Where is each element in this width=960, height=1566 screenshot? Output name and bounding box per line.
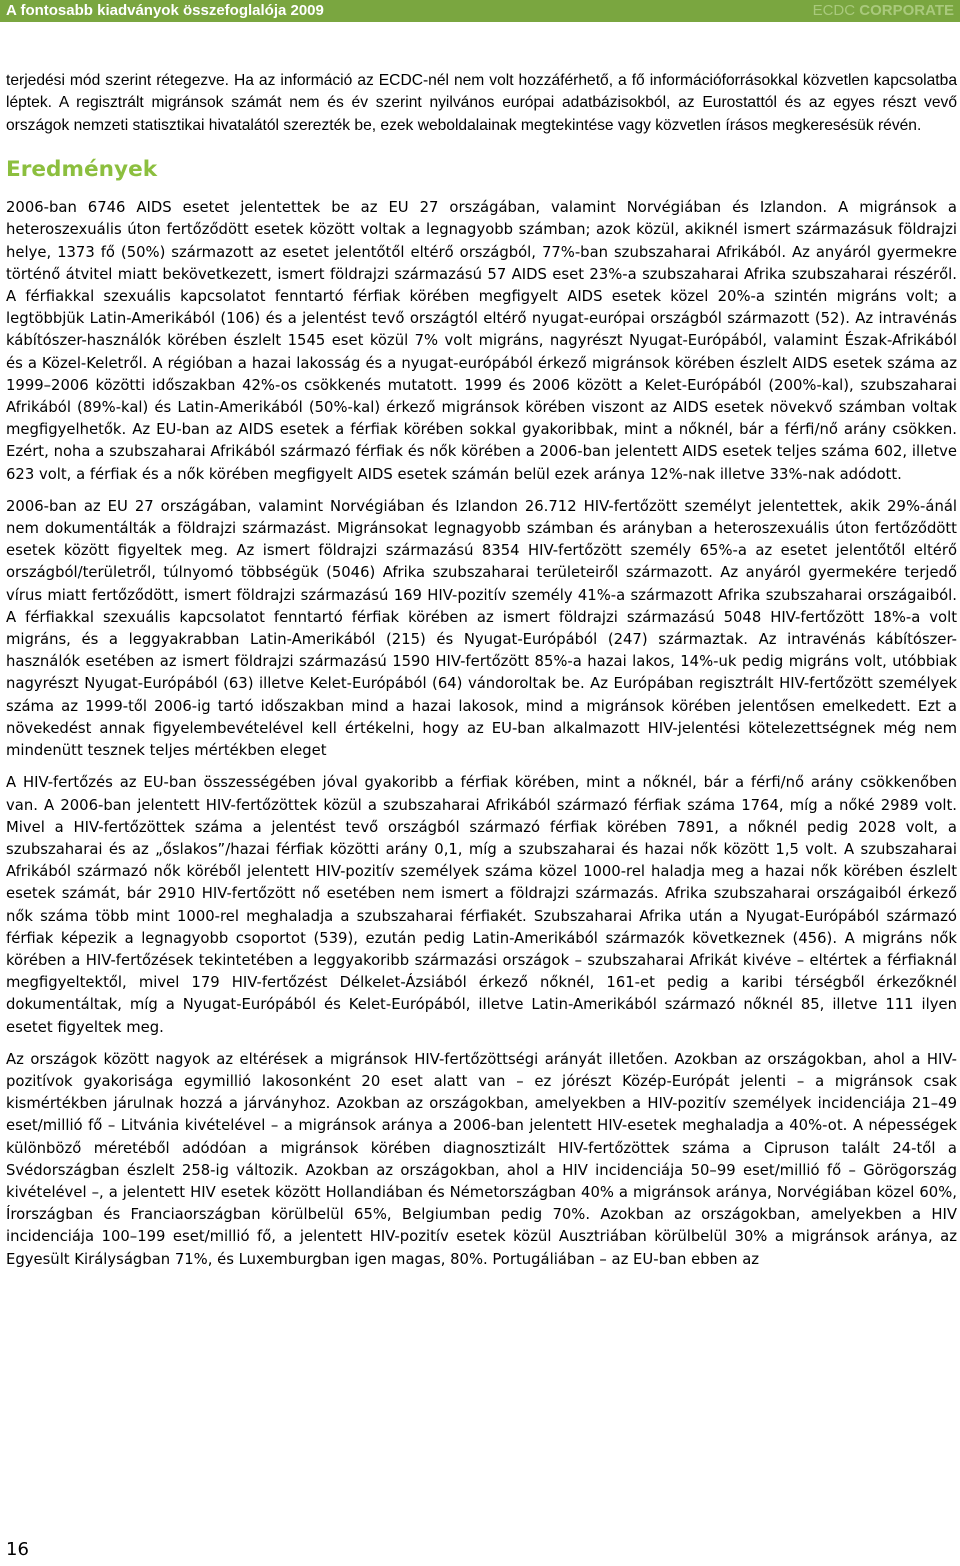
publication-title: A fontosabb kiadványok összefoglalója 2009	[6, 2, 324, 19]
body-paragraph: 2006-ban az EU 27 országában, valamint Norvégiában és Izlandon 26.712 HIV-fertőzött személyt jelentettek, akik 29%-ánál nem dokumentálták a földrajzi származást. Migránsokat legnagyobb számban és arányban a heteroszexuális úton fertőződött esetek között figyeltek meg. Az ismert földrajzi származású 8354 HIV-fertőzött személy 65%-a az esetet jelentőtől eltérő országból/területről, túlnyomó többségük (5046) Afrika szubszaharai területeiről származott. Az anyáról gyermekére terjedő vírus miatt fertőződött, ismert földrajzi származású 169 HIV-pozitív személy 41%-a származott Afrika szubszaharai országaiból. A férfiakkal szexuális kapcsolatot fenntartó férfiak körében az ismert földrajzi származású 5048 HIV-fertőzött 18%-a volt migráns, és a leggyakrabban Latin-Amerikából (215) és Nyugat-Európából (247) származtak. Az intravénás kábítószer-használók esetében az ismert földrajzi származású 1590 HIV-fertőzött 85%-a hazai lakos, 14%-uk pedig migráns volt, utóbbiak nagyrészt Nyugat-Európából (63) illetve Kelet-Európából (64) vándoroltak be. Az Európában regisztrált HIV-fertőzött személyek száma az 1999-től 2006-ig tartó időszakban mind a hazai lakosok, mind a migránsok körében jelentősen emelkedett. Ezt a növekedést annak figyelembevételével kell értékelni, hogy az EU-ban alkalmazott HIV-jelentési kötelezettségnek még nem mindenütt tesznek teljes mértékben eleget	[6, 497, 957, 760]
brand-strong: CORPORATE	[859, 2, 954, 19]
section-heading: Eredmények	[6, 157, 158, 183]
body-paragraph: Az országok között nagyok az eltérések a migránsok HIV-fertőzöttségi arányát illetően. Azokban az országokban, ahol a HIV-pozitívok gyakorisága egymillió lakosonként 20 eset alatt van – ez jórészt Közép-Európát jelenti – a migránsok csak kismértékben járulnak hozzá a járványhoz. Azokban az országokban, amelyekben a HIV-pozitív személyek incidenciája 21–49 eset/millió fő – Litvánia kivételével – a migránsok aránya a 2006-ban jelentett HIV-esetek meghaladja a 40%-ot. A népességek különböző méretéből adódóan a migránsok körében diagnosztizált HIV-fertőzöttek száma a Cipruson talált 24-től a Svédországban észlelt 258-ig változik. Azokban az országokban, ahol a HIV incidenciája 50–99 eset/millió fő – Görögország kivételével –, a jelentett HIV esetek között Hollandiában és Németországban 40% a migránsok aránya, Norvégiában közel 60%, Írországban és Franciaországban körülbelül 65%, Belgiumban pedig 70%. Azokban az országokban, amelyekben a HIV incidenciája 100–199 eset/millió fő, a jelentett HIV-pozitív esetek közül Ausztriában körülbelül 30% a migránsok aránya, az Egyesült Királyságban 71%, és Luxemburgban igen magas, 80%. Portugáliában – az EU-ban ebben az	[6, 1050, 957, 1268]
brand-prefix: ECDC	[812, 2, 856, 19]
body-paragraph: A HIV-fertőzés az EU-ban összességében jóval gyakoribb a férfiak körében, mint a nőknél, bár a férfi/nő arány csökkenőben van. A 2006-ban jelentett HIV-fertőzöttek közül a szubszaharai Afrikából származó férfiak száma 1764, míg a nőké 2989 volt. Mivel a HIV-fertőzöttek száma a jelentést tevő országból származó férfiak körében 7891, a nőknél pedig 2028 volt, a szubszaharai és az „őslakos”/hazai férfiak közötti arány 0,1, míg a szubszaharai és hazai nők között 1,5 volt. A szubszaharai Afrikából származó nők köréből jelentett HIV-pozitív személyek száma közel 1000-rel haladja meg a hazai nők körében észlelt esetek számát, bár 2910 HIV-fertőzött nő esetében nem ismert a földrajzi származás. Afrika szubszaharai országaiból érkező nők száma több mint 1000-rel meghaladja a szubszaharai férfiakét. Szubszaharai Afrika után a Nyugat-Európából származó férfiak képezik a legnagyobb csoportot (539), ezután pedig Latin-Amerikából származók következnek (456). A migráns nők körében a HIV-fertőzések tekintetében a leggyakoribb származási országok – szubszaharai Afrikát kivéve – eltértek a férfiaknál megfigyeltektől, mivel 179 HIV-fertőzést Délkelet-Ázsiából érkező nőknél, 161-et pedig a karibi térségből érkezőknél dokumentáltak, míg a Nyugat-Európából és Kelet-Európából, illetve Latin-Amerikából származó nőknél 85, illetve 111 ilyen esetet figyeltek meg.	[6, 774, 957, 1036]
page-header	[0, 0, 960, 22]
brand-label	[813, 1, 954, 21]
body-paragraph: 2006-ban 6746 AIDS esetet jelentettek be az EU 27 országában, valamint Norvégiában és Izlandon. A migránsok a heteroszexuális úton fertőződött esetek között voltak a legnagyobb számban; azok közül, akiknél ismert származásuk földrajzi helye, 1373 fő (50%) származott az esetet jelentőtől eltérő országból, 77%-ban szubszaharai Afrikából. Az anyáról gyermekre történő átvitel miatt bekövetkezett, ismert földrajzi származású 57 AIDS eset 23%-a szubszaharai Afrika szubszaharai részéről. A férfiakkal szexuális kapcsolatot fenntartó férfiak körében megfigyelt AIDS esetek közel 20%-a szintén migráns volt; a legtöbbjük Latin-Amerikából (106) és a jelentést tevő országtól eltérő nyugat-európai országból származott (52). Az intravénás kábítószer-használók körében észlelt 1545 eset közül 7% volt migráns, nagyrészt Nyugat-Európából, valamint Észak-Afrikából és a Közel-Keletről. A régióban a hazai lakosság és a nyugat-európából érkező migránsok körében észlelt AIDS esetek száma az 1999–2006 közötti időszakban 42%-os csökkenés mutatott. 1999 és 2006 között a Kelet-Európából (200%-kal), szubszaharai Afrikából (89%-kal) és Latin-Amerikából (50%-kal) érkező migránsok körében viszont az AIDS esetek növekvő számban voltak megfigyelhetők. Az EU-ban az AIDS esetek a férfiak körében sokkal gyakoribbak, mint a nőknél, bár a férfi/nő arány csökken. Ezért, noha a szubszaharai Afrikából származó férfiak és nők körében a 2006-ban jelentett AIDS esetek teljes száma 602, illetve 623 volt, a férfiak és a nők körében megfigyelt AIDS esetek számán belül ezek aránya 12%-nak illetve 33%-nak adódott.	[6, 199, 957, 483]
page-number: 16	[6, 1539, 29, 1560]
document-body	[6, 70, 957, 1281]
intro-paragraph: terjedési mód szerint rétegezve. Ha az információ az ECDC-nél nem volt hozzáférhető, a fő információforrásokkal közvetlen kapcsolatba léptek. A regisztrált migránsok számát nem és év szerint nyilvános európai adatbázisokból, az Eurostattól és az egyes részt vevő országok nemzeti statisztikai hivatalától szerezték be, ezek weboldalainak megtekintése vagy közvetlen írásos megkeresésük révén.	[6, 72, 957, 134]
